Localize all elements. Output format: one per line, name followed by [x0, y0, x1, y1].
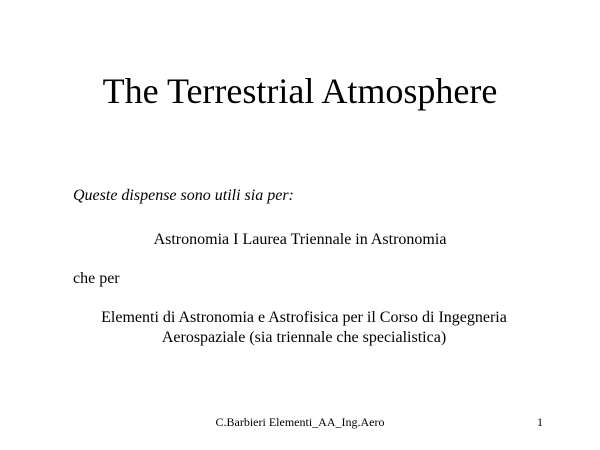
- intro-text: Queste dispense sono utili sia per:: [73, 187, 294, 204]
- slide-title: The Terrestrial Atmosphere: [102, 71, 498, 111]
- connector-text: che per: [73, 270, 120, 287]
- course-line-2-part-2: Aerospaziale (sia triennale che specialistica): [161, 329, 447, 346]
- course-line-2-part-1: Elementi di Astronomia e Astrofisica per il Corso di Ingegneria: [101, 309, 507, 326]
- course-line-2: [90, 308, 518, 348]
- course-line-1: Astronomia I Laurea Triennale in Astronomia: [153, 231, 447, 248]
- page-number: 1: [537, 415, 543, 429]
- footer-author-file: C.Barbieri Elementi_AA_Ing.Aero: [215, 415, 385, 429]
